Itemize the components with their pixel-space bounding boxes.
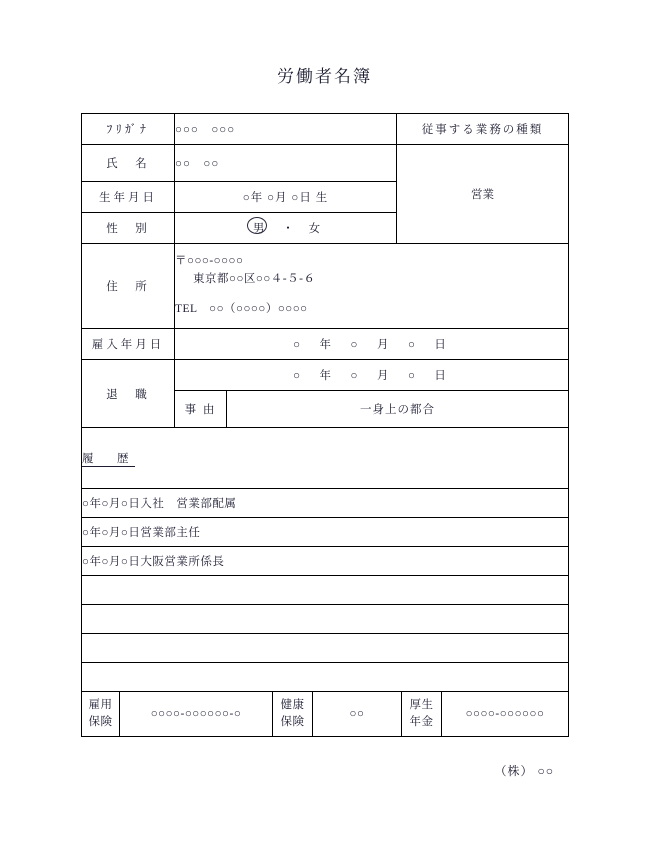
history-entry [82, 605, 569, 634]
gender-male-selected [250, 220, 269, 236]
pension-label [402, 692, 442, 737]
name-value: ○○ ○○ [175, 145, 397, 182]
furigana-label: ﾌﾘｶﾞﾅ [82, 114, 175, 145]
retire-date-value: ○ 年 ○ 月 ○ 日 [175, 360, 569, 391]
roster-table [81, 113, 569, 692]
history-entry [82, 576, 569, 605]
address-value [175, 244, 569, 329]
hire-date-value: ○ 年 ○ 月 ○ 日 [175, 329, 569, 360]
employment-insurance-label-line2: 保険 [88, 716, 113, 728]
gender-female-label: 女 [308, 223, 322, 235]
history-entry: ○年○月○日入社 営業部配属 [82, 489, 569, 518]
company-name-footer: （株） ○○ [494, 764, 554, 778]
birthdate-value: ○年 ○月 ○日 生 [175, 182, 397, 213]
table-row-history [82, 518, 569, 547]
employment-insurance-value: ○○○○-○○○○○○-○ [120, 692, 273, 737]
table-row-furigana [82, 114, 569, 145]
insurance-table [81, 691, 569, 737]
table-row-address [82, 244, 569, 329]
address-postal: 〒○○○-○○○○ [175, 255, 244, 268]
roster-table-wrapper [81, 113, 568, 737]
table-row-retire-date [82, 360, 569, 391]
table-row-hire-date [82, 329, 569, 360]
health-insurance-label-line2: 保険 [280, 716, 305, 728]
table-row-history [82, 489, 569, 518]
pension-value: ○○○○-○○○○○○ [442, 692, 569, 737]
table-row-history-header [82, 428, 569, 489]
furigana-value: ○○○ ○○○ [175, 114, 397, 145]
address-tel: TEL ○○（○○○○）○○○○ [175, 302, 308, 315]
retire-label: 退 職 [82, 360, 175, 428]
table-row-history [82, 576, 569, 605]
retire-reason-label: 事 由 [175, 391, 227, 428]
name-label: 氏 名 [82, 145, 175, 182]
employment-insurance-label-line1: 雇用 [88, 699, 113, 712]
job-type-header: 従事する業務の種類 [397, 114, 569, 145]
circle-marker-icon [247, 217, 267, 234]
hire-date-label: 雇入年月日 [82, 329, 175, 360]
retire-reason-value: 一身上の都合 [227, 391, 569, 428]
health-insurance-label [273, 692, 313, 737]
page-title: 労働者名簿 [277, 67, 372, 86]
birthdate-label: 生年月日 [82, 182, 175, 213]
health-insurance-value: ○○ [313, 692, 402, 737]
health-insurance-label-line1: 健康 [280, 699, 305, 712]
employment-insurance-label [82, 692, 120, 737]
table-row-history [82, 663, 569, 692]
address-label: 住 所 [82, 244, 175, 329]
pension-label-line2: 年金 [409, 716, 434, 728]
history-entry: ○年○月○日営業部主任 [82, 518, 569, 547]
table-row-history [82, 605, 569, 634]
history-entry: ○年○月○日大阪営業所係長 [82, 547, 569, 576]
table-row-name [82, 145, 569, 182]
table-row-history [82, 547, 569, 576]
history-entry [82, 634, 569, 663]
gender-label: 性 別 [82, 213, 175, 244]
history-entry [82, 663, 569, 692]
gender-male-label: 男 [252, 223, 266, 235]
gender-value [175, 213, 397, 244]
table-row-history [82, 634, 569, 663]
table-row-insurance [82, 692, 569, 737]
history-label-text: 履 歴 [82, 453, 135, 465]
pension-label-line1: 厚生 [409, 699, 434, 712]
history-section-label [82, 428, 569, 489]
job-type-value: 営業 [397, 145, 569, 244]
address-street: 東京都○○区○○４‐５‐６ [193, 273, 316, 286]
gender-separator: ・ [282, 223, 295, 235]
